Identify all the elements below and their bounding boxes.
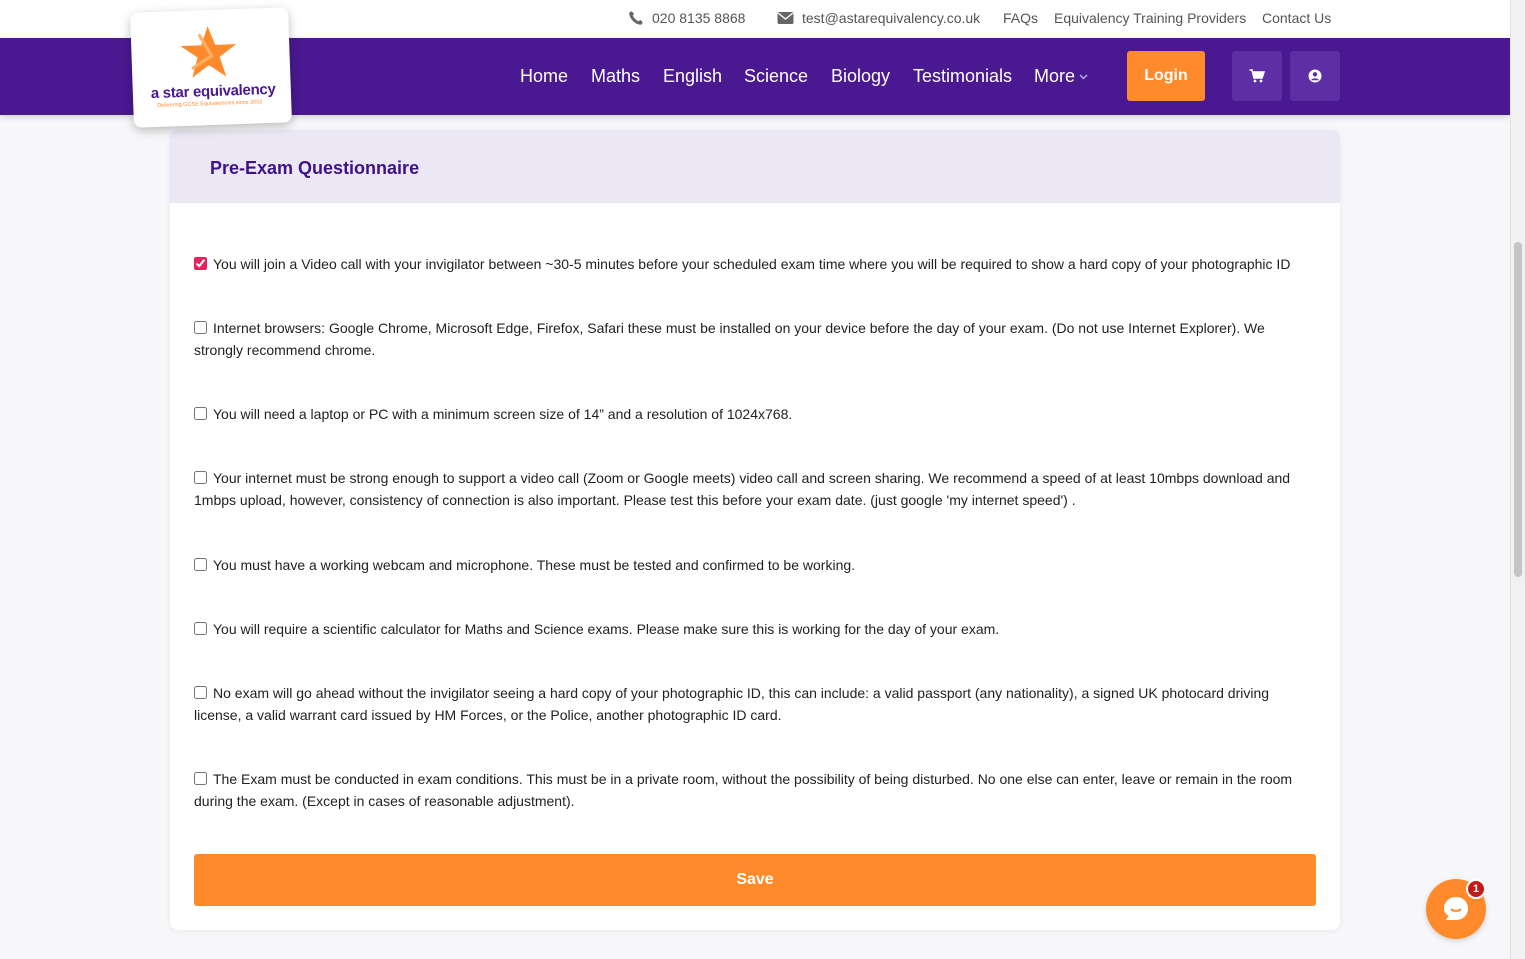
- nav-more-dropdown[interactable]: [1034, 66, 1088, 87]
- topbar-link-contact[interactable]: Contact Us: [1262, 10, 1332, 26]
- questionnaire-item: [194, 403, 1304, 425]
- questionnaire-item: [194, 253, 1304, 275]
- save-button[interactable]: Save: [194, 854, 1316, 906]
- logo-wordmark: a star equivalency: [150, 80, 276, 103]
- questionnaire-checkbox[interactable]: [194, 407, 207, 420]
- email-contact[interactable]: [777, 10, 980, 26]
- topbar-link-faqs[interactable]: FAQs: [1003, 10, 1039, 26]
- site-logo[interactable]: [130, 7, 292, 127]
- questionnaire-item: [194, 467, 1304, 511]
- scrollbar-thumb[interactable]: [1514, 242, 1522, 577]
- login-button[interactable]: Login: [1127, 51, 1205, 101]
- questionnaire-item-text: You will need a laptop or PC with a minimum screen size of 14” and a resolution of 1024x768.: [213, 406, 793, 422]
- questionnaire-checkbox[interactable]: [194, 558, 207, 571]
- questionnaire-checkbox[interactable]: [194, 772, 207, 785]
- chat-bubble-icon: [1441, 894, 1471, 924]
- questionnaire-item-text: You will require a scientific calculator for Maths and Science exams. Please make sure this is working for the day of your exam.: [213, 621, 1000, 637]
- card-header: [170, 130, 1340, 203]
- questionnaire-item-text: The Exam must be conducted in exam conditions. This must be in a private room, without the possibility of being disturbed. No one else can enter, leave or remain in the room during the exam. (Except in cases of reasonable adjustment).: [194, 771, 1293, 809]
- questionnaire-item-text: No exam will go ahead without the invigilator seeing a hard copy of your photographic ID, this can include: a valid passport (any nationality), a signed UK photocard driving license, a valid warrant card issued by HM Forces, or the Police, another photographic ID card.: [194, 685, 1270, 723]
- cart-button[interactable]: [1232, 51, 1282, 101]
- questionnaire-item-text: You must have a working webcam and microphone. These must be tested and confirmed to be working.: [213, 557, 856, 573]
- questionnaire-item-text: Internet browsers: Google Chrome, Microsoft Edge, Firefox, Safari these must be installed on your device before the day of your exam. (Do not use Internet Explorer). We strongly recommend chrome.: [194, 320, 1265, 358]
- questionnaire-checkbox[interactable]: [194, 471, 207, 484]
- nav-maths[interactable]: Maths: [591, 66, 641, 86]
- questionnaire-item-text: Your internet must be strong enough to support a video call (Zoom or Google meets) video call and screen sharing. We recommend a speed of at least 10mbps download and 1mbps upload, however, consistency of connection is also important. Please test this before your exam date. (just google 'my internet speed') .: [194, 470, 1291, 508]
- questionnaire-checkbox[interactable]: [194, 686, 207, 699]
- page-scrollbar[interactable]: [1510, 0, 1525, 959]
- questionnaire-checkbox[interactable]: [194, 622, 207, 635]
- cart-icon: [1249, 69, 1265, 83]
- nav-biology[interactable]: Biology: [831, 66, 891, 86]
- nav-testimonials[interactable]: Testimonials: [913, 66, 1013, 86]
- topbar-link-training-providers[interactable]: Equivalency Training Providers: [1054, 10, 1247, 26]
- email-address: test@astarequivalency.co.uk: [802, 10, 981, 26]
- envelope-icon: [777, 11, 794, 25]
- nav-more-label: More: [1034, 66, 1076, 86]
- page-title: Pre-Exam Questionnaire: [210, 158, 420, 178]
- chat-notification-badge: 1: [1466, 879, 1486, 899]
- nav-science[interactable]: Science: [744, 66, 809, 86]
- nav-home[interactable]: Home: [520, 66, 569, 86]
- star-logo-icon: [177, 23, 241, 81]
- questionnaire-item: [194, 618, 1304, 640]
- questionnaire-item: [194, 682, 1304, 726]
- questionnaire-item: [194, 317, 1304, 361]
- account-button[interactable]: [1290, 51, 1340, 101]
- questionnaire-item-text: You will join a Video call with your invigilator between ~30-5 minutes before your scheduled exam time where you will be required to show a hard copy of your photographic ID: [213, 256, 1291, 272]
- questionnaire-card: [170, 130, 1340, 930]
- questionnaire-checkbox[interactable]: [194, 321, 207, 334]
- questionnaire-checkbox[interactable]: [194, 257, 207, 270]
- phone-contact[interactable]: [628, 10, 745, 26]
- questionnaire-item: [194, 554, 1304, 576]
- user-circle-icon: [1308, 69, 1322, 83]
- phone-number: 020 8135 8868: [652, 10, 746, 26]
- questionnaire-item: [194, 768, 1304, 812]
- chevron-down-icon: [1079, 74, 1088, 80]
- phone-icon: [628, 10, 644, 26]
- nav-english[interactable]: English: [663, 66, 723, 86]
- logo-tagline: Delivering GCSE Equivalencies since 2002: [157, 99, 263, 109]
